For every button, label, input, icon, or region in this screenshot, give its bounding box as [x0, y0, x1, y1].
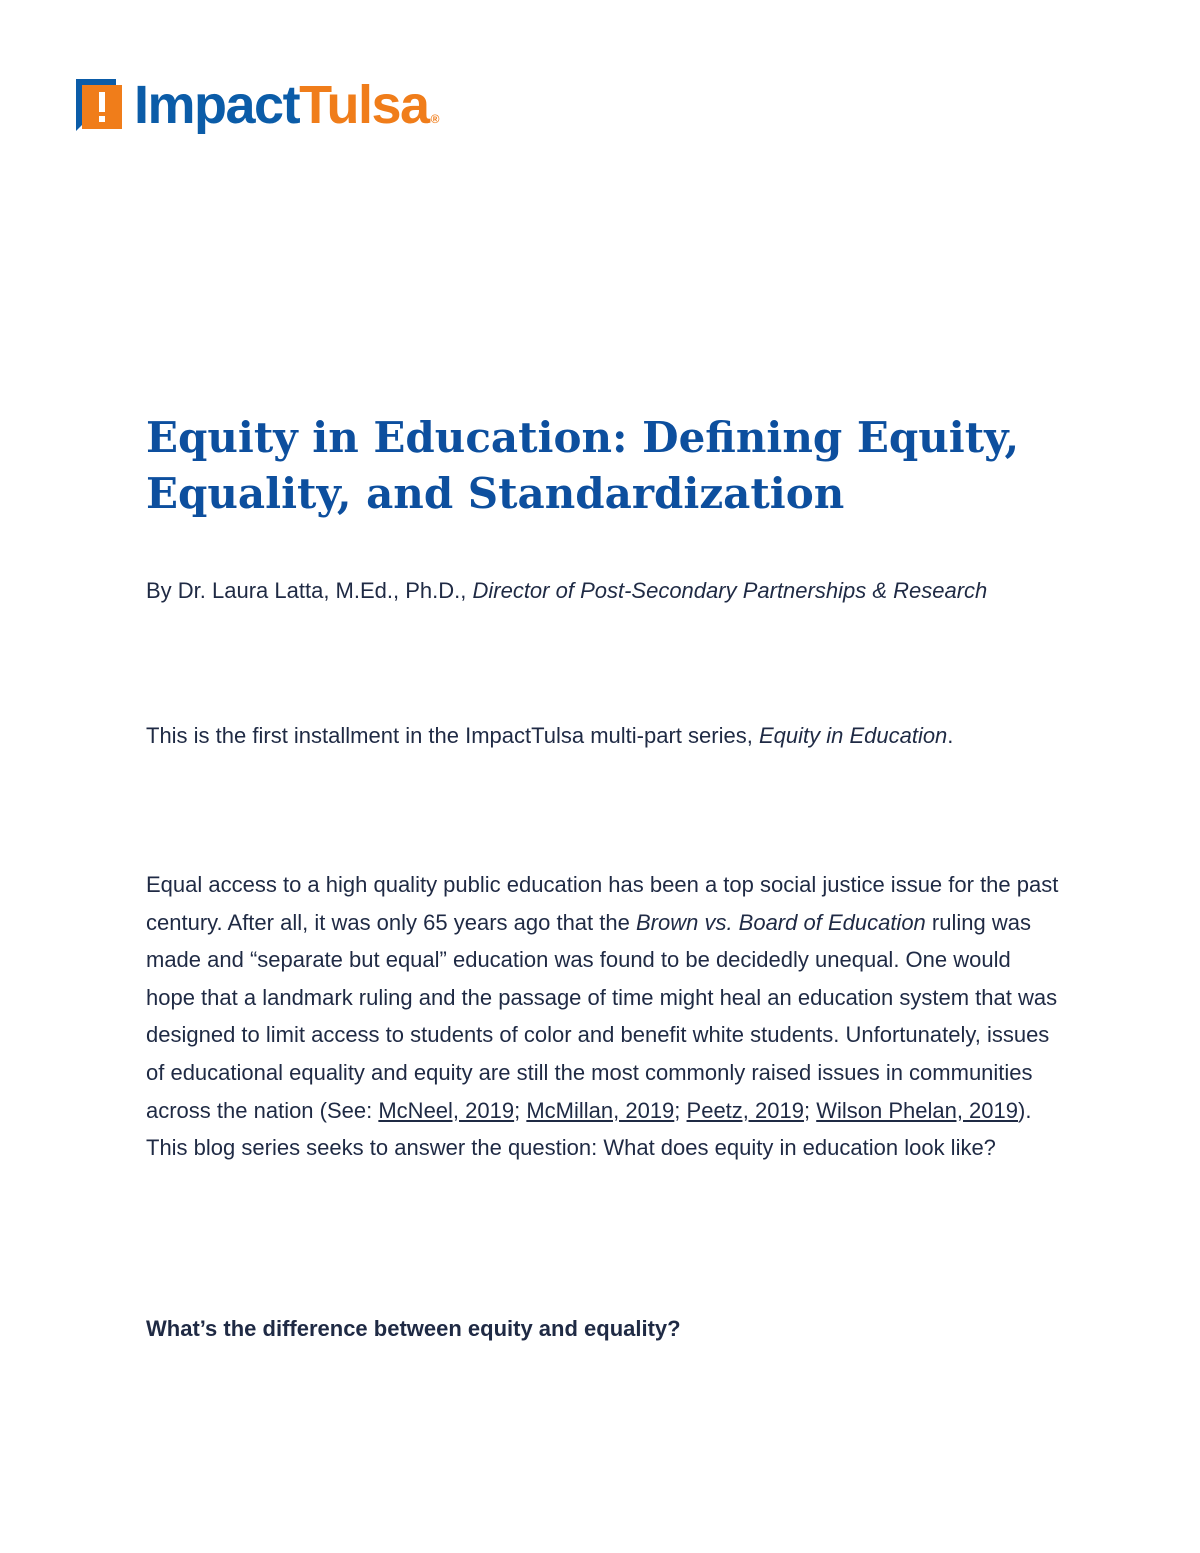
title-line-2: Equality, and Standardization — [146, 469, 845, 518]
series-intro — [146, 721, 1096, 751]
impacttulsa-logo — [76, 70, 438, 140]
author-byline — [146, 576, 1096, 606]
citation-link-peetz[interactable]: Peetz, 2019 — [686, 1097, 804, 1123]
body-text-2: ruling was made and “separate but equal” education was found to be decidedly unequal. One would hope that a landmark ruling and the passage of time might heal an education system that was designed to limit access to students of color and benefit white students. Unfortunately, issues of educational equality and equity are still the most commonly raised issues in communities across the nation (See: — [146, 909, 1058, 1123]
registered-mark: ® — [430, 112, 438, 126]
intro-text: This is the first installment in the ImpactTulsa multi-part series, — [146, 723, 759, 748]
byline-role: Director of Post-Secondary Partnerships & Research — [472, 578, 988, 603]
section-heading: What’s the difference between equity and equality? — [146, 1316, 681, 1341]
logo-wordmark — [134, 75, 438, 135]
page-title — [146, 410, 1076, 522]
citation-link-wilson-phelan[interactable]: Wilson Phelan, 2019 — [816, 1097, 1018, 1123]
citation-separator: ; — [803, 1097, 817, 1123]
body-text-1: Equal access to a high quality public education has been a top social justice issue for the past century. After all, it was only 65 years ago that the — [146, 872, 1059, 935]
body-text-3: ). This blog series seeks to answer the question: What does equity in education look like? — [146, 1097, 1032, 1161]
logo-text-tulsa: Tulsa — [299, 75, 429, 135]
body-paragraph — [146, 866, 1061, 1167]
case-name: Brown vs. Board of Education — [635, 909, 926, 935]
citation-separator: ; — [514, 1097, 527, 1123]
citation-link-mcmillan[interactable]: McMillan, 2019 — [526, 1097, 675, 1123]
series-name: Equity in Education — [758, 723, 948, 748]
exclamation-speech-bubble-icon — [76, 77, 122, 133]
citation-link-mcneel[interactable]: McNeel, 2019 — [378, 1097, 515, 1123]
logo-text-impact: Impact — [134, 75, 300, 135]
citation-separator: ; — [674, 1097, 687, 1123]
title-line-1: Equity in Education: Defining Equity, — [146, 413, 1020, 462]
intro-end: . — [947, 723, 954, 748]
byline-author: By Dr. Laura Latta, M.Ed., Ph.D., — [146, 578, 473, 603]
